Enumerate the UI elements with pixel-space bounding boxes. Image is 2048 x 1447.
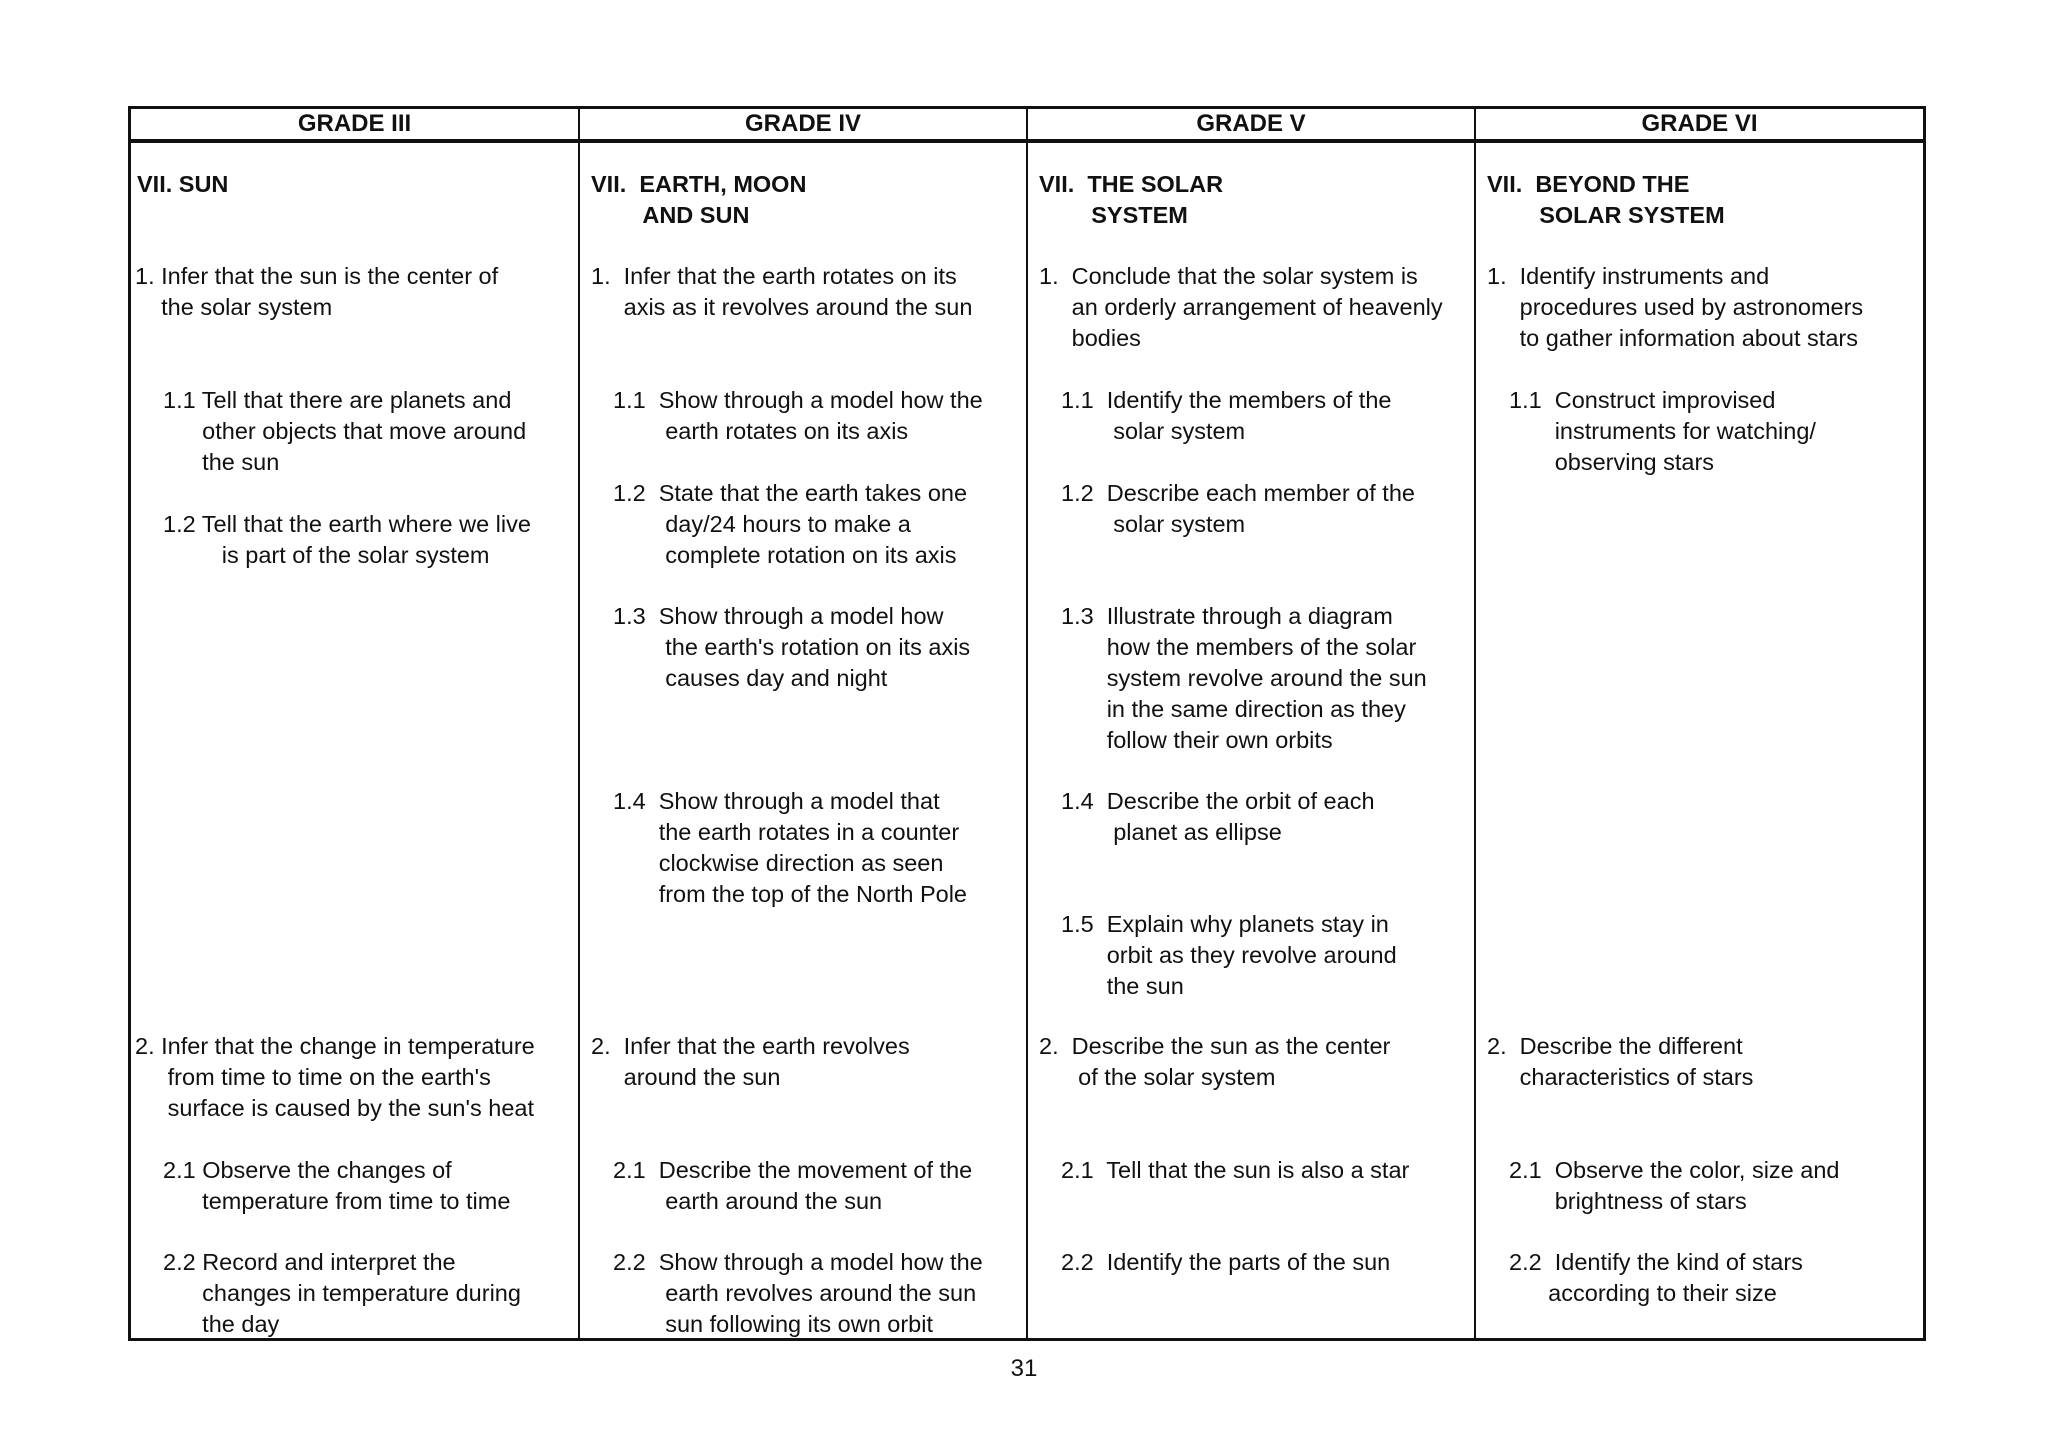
g6-objective-2: 2. Describe the different characteristics of stars xyxy=(1487,1033,1754,1090)
g3-objective-2-1: 2.1 Observe the changes of temperature from time to time xyxy=(163,1157,511,1214)
g5-objective-1-3: 1.3 Illustrate through a diagram how the members of the solar system revolve around the sun in the same direction as they follow their own orbits xyxy=(1061,603,1427,753)
g5-unit-title: VII. THE SOLAR SYSTEM xyxy=(1039,171,1224,228)
column-divider xyxy=(1474,109,1476,1338)
grade-iii-header: GRADE III xyxy=(297,110,412,137)
g4-objective-2-1: 2.1 Describe the movement of the earth around the sun xyxy=(613,1157,973,1214)
g3-objective-2: 2. Infer that the change in temperature from time to time on the earth's surface is caused by the sun's heat xyxy=(135,1033,535,1121)
g6-objective-2-2: 2.2 Identify the kind of stars according to their size xyxy=(1509,1249,1803,1306)
g3-objective-2-2: 2.2 Record and interpret the changes in temperature during the day xyxy=(163,1249,521,1337)
g5-objective-2: 2. Describe the sun as the center of the solar system xyxy=(1039,1033,1391,1090)
grade-v-header: GRADE V xyxy=(1196,110,1306,137)
g4-objective-1: 1. Infer that the earth rotates on its axis as it revolves around the sun xyxy=(591,263,973,320)
g5-objective-1-5: 1.5 Explain why planets stay in orbit as they revolve around the sun xyxy=(1061,911,1397,999)
page-number: 31 xyxy=(1010,1355,1038,1382)
g4-unit-title: VII. EARTH, MOON AND SUN xyxy=(591,171,807,228)
g4-objective-1-3: 1.3 Show through a model how the earth's rotation on its axis causes day and night xyxy=(613,603,971,691)
g3-unit-title: VII. SUN xyxy=(137,171,229,197)
g5-objective-1-2: 1.2 Describe each member of the solar system xyxy=(1061,480,1415,537)
g4-objective-2: 2. Infer that the earth revolves around the sun xyxy=(591,1033,910,1090)
grade-vi-header: GRADE VI xyxy=(1641,110,1758,137)
g3-objective-1-1: 1.1 Tell that there are planets and other objects that move around the sun xyxy=(163,387,527,475)
header-divider xyxy=(131,139,1923,143)
column-divider xyxy=(1026,109,1028,1338)
g5-objective-1-1: 1.1 Identify the members of the solar system xyxy=(1061,387,1392,444)
g6-unit-title: VII. BEYOND THE SOLAR SYSTEM xyxy=(1487,171,1725,228)
column-divider xyxy=(578,109,580,1338)
g5-objective-2-1: 2.1 Tell that the sun is also a star xyxy=(1061,1157,1410,1183)
g5-objective-1: 1. Conclude that the solar system is an orderly arrangement of heavenly bodies xyxy=(1039,263,1443,351)
g5-objective-2-2: 2.2 Identify the parts of the sun xyxy=(1061,1249,1391,1275)
curriculum-table xyxy=(128,106,1926,1341)
g3-objective-1-2: 1.2 Tell that the earth where we live is part of the solar system xyxy=(163,511,531,568)
g6-objective-1: 1. Identify instruments and procedures used by astronomers to gather information about stars xyxy=(1487,263,1864,351)
g3-objective-1: 1. Infer that the sun is the center of the solar system xyxy=(135,263,499,320)
g6-objective-1-1: 1.1 Construct improvised instruments for watching/ observing stars xyxy=(1509,387,1816,475)
grade-iv-header: GRADE IV xyxy=(744,110,861,137)
g4-objective-2-2: 2.2 Show through a model how the earth revolves around the sun sun following its own orbit xyxy=(613,1249,983,1337)
g4-objective-1-2: 1.2 State that the earth takes one day/24 hours to make a complete rotation on its axis xyxy=(613,480,968,568)
g4-objective-1-4: 1.4 Show through a model that the earth rotates in a counter clockwise direction as seen from the top of the North Pole xyxy=(613,788,967,907)
g6-objective-2-1: 2.1 Observe the color, size and brightness of stars xyxy=(1509,1157,1840,1214)
g4-objective-1-1: 1.1 Show through a model how the earth rotates on its axis xyxy=(613,387,983,444)
g5-objective-1-4: 1.4 Describe the orbit of each planet as ellipse xyxy=(1061,788,1375,845)
